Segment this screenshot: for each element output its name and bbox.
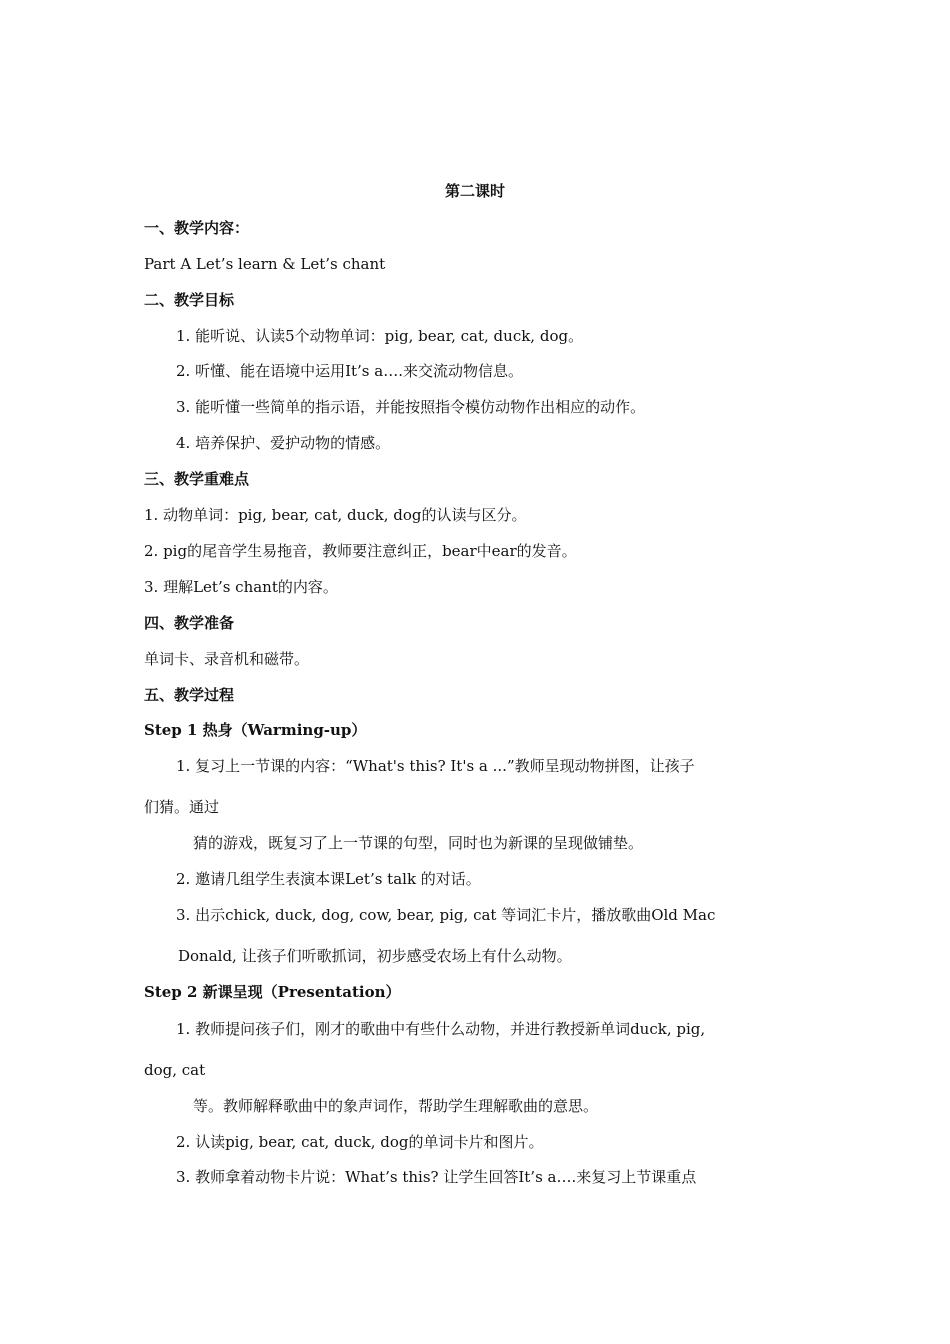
page-title: 第二课时 — [444, 182, 505, 200]
objective-item: 4. 培养保护、爱护动物的情感。 — [176, 434, 391, 452]
step-2-line: 1. 教师提问孩子们，刚才的歌曲中有些什么动物，并进行教授新单词duck, pig, — [176, 1020, 706, 1038]
key-point-item: 1. 动物单词：pig, bear, cat, duck, dog的认读与区分。 — [144, 506, 527, 524]
section-5-heading: 五、教学过程 — [144, 686, 235, 704]
step-1-heading: Step 1 热身（Warming-up） — [144, 721, 367, 739]
section-4-content: 单词卡、录音机和磁带。 — [144, 650, 310, 668]
section-1-heading: 一、教学内容： — [144, 219, 250, 237]
key-point-item: 3. 理解Let’s chant的内容。 — [144, 578, 338, 596]
step-1-line: 们猜。通过 — [144, 798, 220, 816]
key-point-item: 2. pig的尾音学生易拖音，教师要注意纠正，bear中ear的发音。 — [144, 542, 577, 560]
step-2-line: dog, cat — [144, 1061, 206, 1079]
step-1-line: 猜的游戏，既复习了上一节课的句型，同时也为新课的呈现做铺垫。 — [193, 834, 644, 852]
step-2-line: 2. 认读pig, bear, cat, duck, dog的单词卡片和图片。 — [176, 1133, 544, 1151]
section-3-heading: 三、教学重难点 — [144, 470, 250, 488]
section-1-content: Part A Let’s learn & Let’s chant — [144, 255, 386, 273]
step-2-line: 等。教师解释歌曲中的象声词作，帮助学生理解歌曲的意思。 — [193, 1097, 599, 1115]
step-1-line: 2. 邀请几组学生表演本课Let’s talk 的对话。 — [176, 870, 481, 888]
step-2-heading: Step 2 新课呈现（Presentation） — [144, 983, 401, 1001]
section-4-heading: 四、教学准备 — [144, 614, 235, 632]
objective-item: 3. 能听懂一些简单的指示语，并能按照指令模仿动物作出相应的动作。 — [176, 398, 646, 416]
section-2-heading: 二、教学目标 — [144, 291, 235, 309]
step-1-line: 3. 出示chick, duck, dog, cow, bear, pig, cat 等词汇卡片，播放歌曲Old Mac — [176, 906, 716, 924]
objective-item: 2. 听懂、能在语境中运用It’s a….来交流动物信息。 — [176, 362, 523, 380]
step-1-line: 1. 复习上一节课的内容：“What's this? It's a ...”教师呈现动物拼图，让孩子 — [176, 757, 695, 775]
step-1-line: Donald, 让孩子们听歌抓词，初步感受农场上有什么动物。 — [178, 947, 572, 965]
objective-item: 1. 能听说、认读5个动物单词：pig, bear, cat, duck, dog。 — [176, 327, 584, 345]
step-2-line: 3. 教师拿着动物卡片说：What’s this? 让学生回答It’s a….来复习上节课重点 — [176, 1168, 697, 1186]
